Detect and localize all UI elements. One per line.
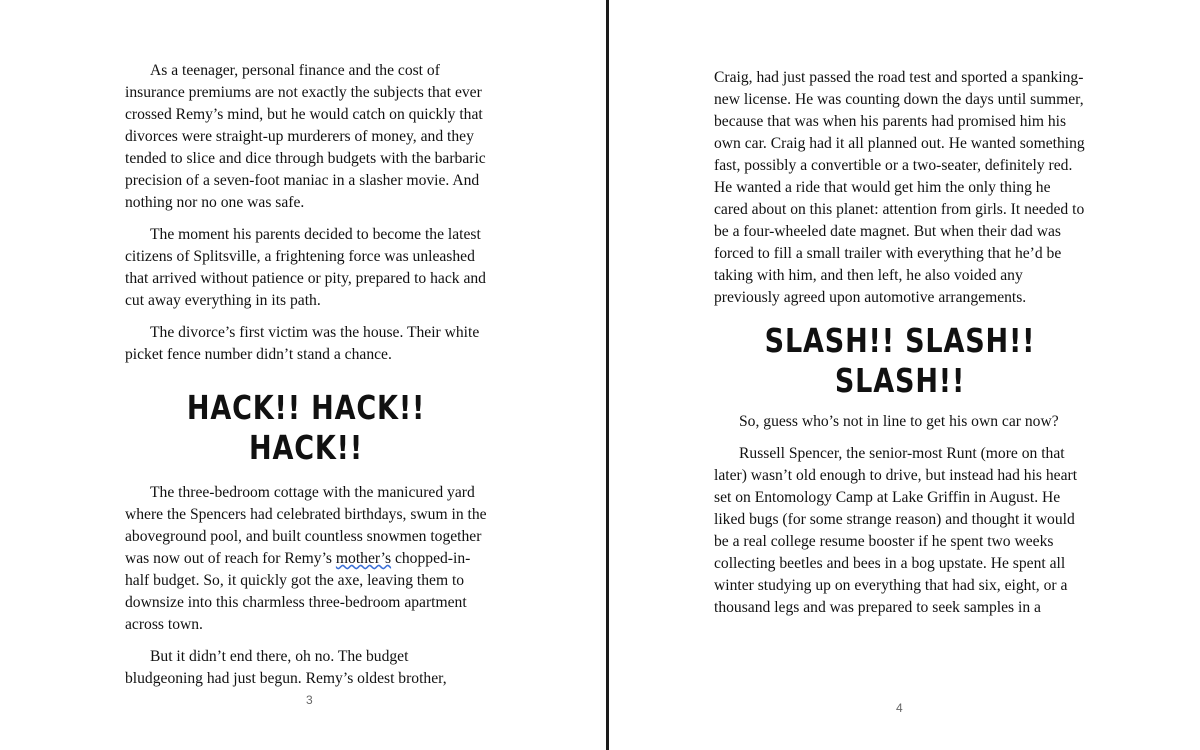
page-number: 3 bbox=[306, 693, 313, 707]
right-page-text bbox=[714, 67, 1086, 629]
page-number: 4 bbox=[896, 701, 903, 715]
right-page bbox=[609, 0, 1200, 750]
sound-effect-heading: SLASH!! SLASH!! SLASH!! bbox=[764, 321, 1036, 400]
left-page-text bbox=[125, 60, 487, 700]
sound-effect-heading: HACK!! HACK!! HACK!! bbox=[186, 388, 426, 467]
paragraph: But it didn’t end there, oh no. The budget bludgeoning had just begun. Remy’s oldest brother, bbox=[125, 648, 447, 687]
paragraph: As a teenager, personal finance and the cost of insurance premiums are not exactly the subjects that ever crossed Remy’s mind, but he would catch on quickly that divorces were straight-up murderers of money, and they tended to slice and dice through budgets with the barbaric precision of a seven-foot maniac in a slasher movie. And nothing nor no one was safe. bbox=[125, 62, 486, 211]
spellcheck-underlined-word[interactable]: mother’s bbox=[335, 550, 392, 567]
paragraph: The divorce’s first victim was the house. Their white picket fence number didn’t stand a chance. bbox=[125, 324, 480, 363]
paragraph-text: chopped-in-half budget. So, it quickly got the axe, leaving them to downsize into this charmless three-bedroom apartment across town. bbox=[125, 550, 471, 633]
paragraph: Craig, had just passed the road test and sported a spanking-new license. He was counting down the days until summer, because that was when his parents had promised him his own car. Craig had it all planned out. He wanted something fast, possibly a convertible or a two-seater, definitely red. He wanted a ride that would get him the only thing he cared about on this planet: attention from girls. It needed to be a four-wheeled date magnet. But when their dad was forced to fill a small trailer with everything that he’d be taking with him, and then left, he also voided any previously agreed upon automotive arrangements. bbox=[714, 69, 1085, 306]
paragraph: The moment his parents decided to become the latest citizens of Splitsville, a frightening force was unleashed that arrived without patience or pity, prepared to hack and cut away everything in its path. bbox=[125, 226, 486, 309]
paragraph bbox=[125, 482, 487, 636]
paragraph: So, guess who’s not in line to get his own car now? bbox=[739, 413, 1059, 430]
paragraph: Russell Spencer, the senior-most Runt (more on that later) wasn’t old enough to drive, but instead had his heart set on Entomology Camp at Lake Griffin in August. He liked bugs (for some strange reason) and thought it would be a real college resume booster if he spent two weeks collecting beetles and bees in a bog upstate. He spent all winter studying up on everything that had six, eight, or a thousand legs and was prepared to seek samples in a bbox=[714, 445, 1078, 616]
paragraph-text: The three-bedroom cottage with the manicured yard where the Spencers had celebrated birthdays, swum in the aboveground pool, and built countless snowmen together was now out of reach for Remy’s bbox=[125, 484, 487, 567]
